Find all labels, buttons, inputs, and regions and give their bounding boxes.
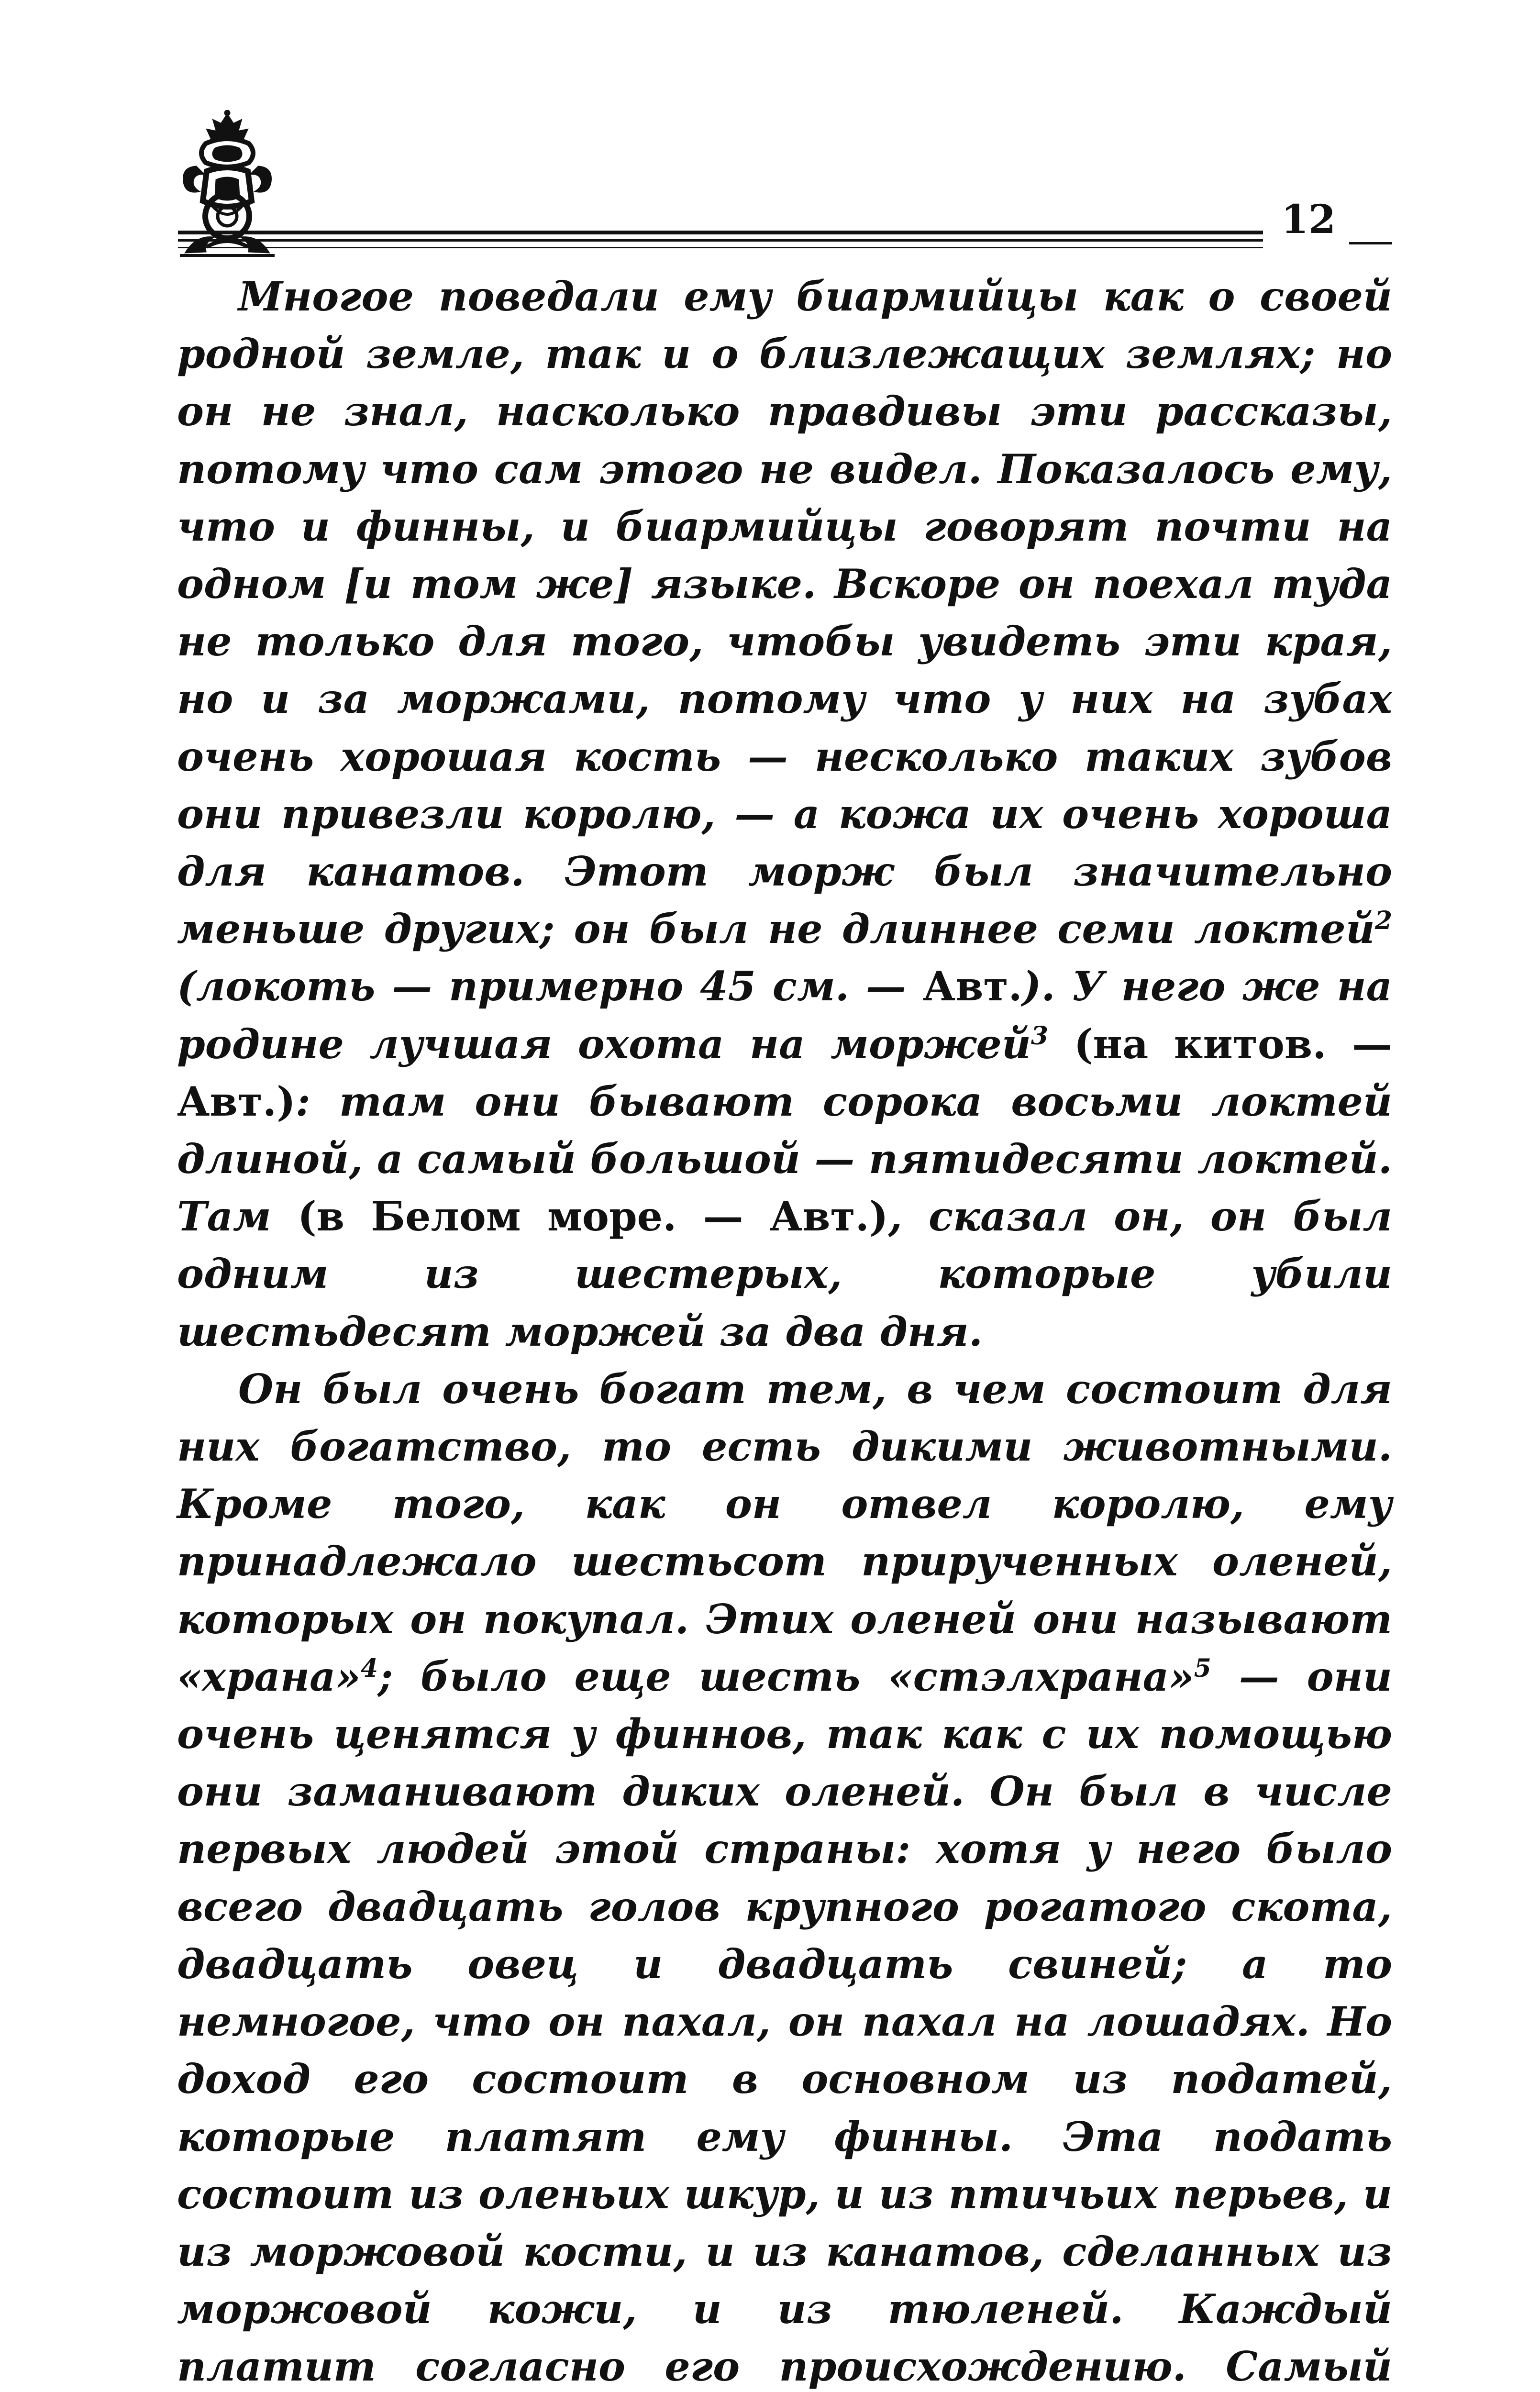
upright-text: (на китов. — Авт.) <box>177 1020 1392 1125</box>
footnote-marker: 2 <box>1374 906 1392 936</box>
paragraph <box>177 268 1392 1361</box>
paragraph-text: , сказал он, он был одним из шестерых, которые убили шестьдесят моржей за два дня. <box>177 1193 1392 1355</box>
ornamental-crest-icon <box>177 110 277 258</box>
upright-text: (в Белом море. — Авт.) <box>298 1193 888 1240</box>
header-rule-middle <box>178 239 1263 242</box>
footnote-marker: 3 <box>1030 1021 1049 1051</box>
page-header <box>0 0 1540 268</box>
paragraph-text: Многое поведали ему биармийцы как о своей родной земле, так и о близлежащих землях; но он не знал, насколько правдивы эти рассказы, потому что сам этого не видел. Показалось ему, что и финны, и биармийцы говорят почти на одном [и том же] языке. Вскоре он поехал туда не только для того, чтобы увидеть эти края, но и за моржами, потому что у них на зубах очень хорошая кость — несколько таких зубов они привезли королю, — а кожа их очень хороша для канатов. Этот морж был значительно меньше других; он был не длиннее семи локтей <box>177 273 1392 953</box>
header-rule-top <box>178 231 1263 234</box>
paragraph-text: : там они бывают сорока восьми локтей длиной, а самый большой — пятидесяти локтей. Там <box>177 1077 1392 1240</box>
upright-text: Авт. <box>922 963 1022 1010</box>
body-text <box>177 268 1392 2392</box>
paragraph-text: Он был очень богат тем, в чем состоит для них богатство, то есть дикими животными. Кроме того, как он отвел королю, ему принадлежало шестьсот прирученных оленей, которых он покупал. Этих оленей они называют «храна» <box>177 1365 1392 1700</box>
header-rule-right <box>1349 242 1392 244</box>
page-number: 12 <box>1281 197 1336 243</box>
paragraph-text: ; было еще шесть «стэлхрана» <box>378 1652 1194 1700</box>
footnote-marker: 5 <box>1194 1653 1211 1683</box>
paragraph-text: ). У него же на родине лучшая охота на моржей <box>177 963 1393 1068</box>
paragraph <box>177 1361 1392 2392</box>
header-rule-bottom <box>178 247 1263 248</box>
paragraph-text: (локоть — примерно 45 см. — <box>177 963 923 1010</box>
paragraph-text: — они очень ценятся у финнов, так как с их помощью они заманивают диких оленей. Он был в числе первых людей этой страны: хотя у него было всего двадцать голов крупного рогатого скота, двадцать овец и двадцать свиней; а то немногое, что он пахал, он пахал на лошадях. Но доход его состоит в основном из податей, которые платят ему финны. Эта подать состоит из оленьих шкур, и из птичьих перьев, и из моржовой кости, и из канатов, сделанных из моржовой кожи, и из тюленей. Каждый платит согласно его происхождению. Самый <box>177 1652 1392 2391</box>
footnote-marker: 4 <box>360 1653 378 1683</box>
